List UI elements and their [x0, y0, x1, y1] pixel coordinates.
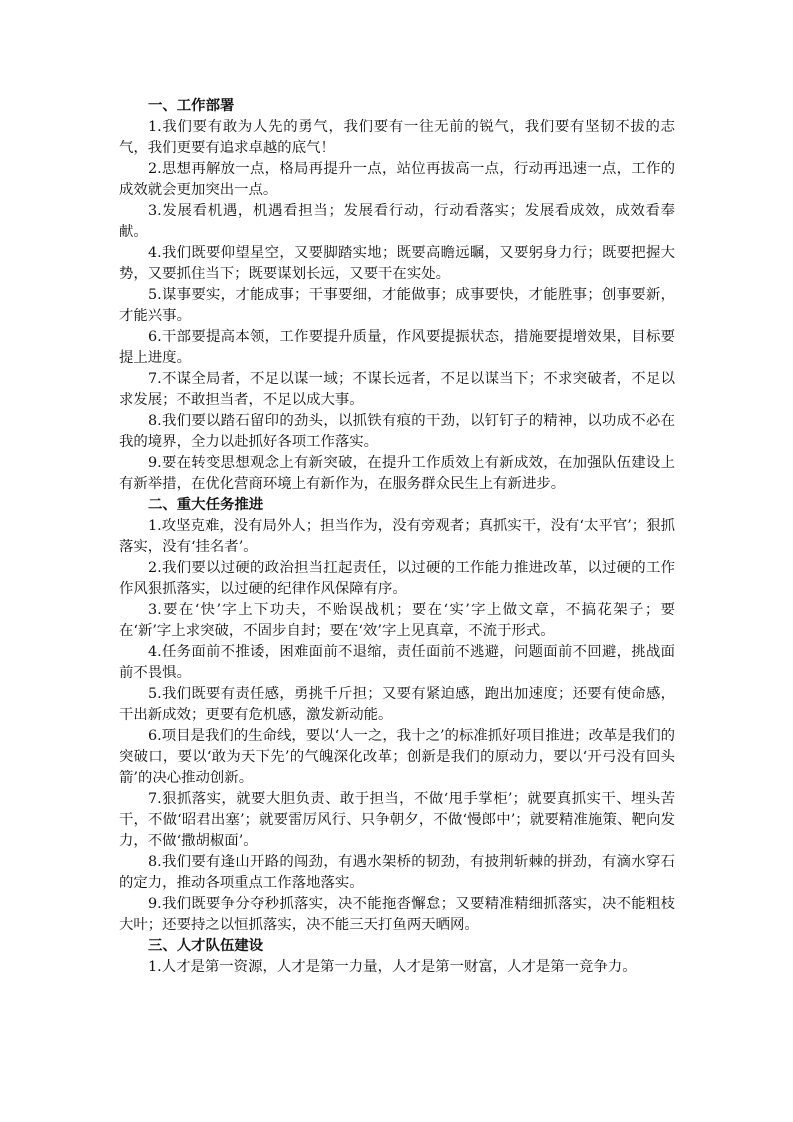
list-item: 1.人才是第一资源，人才是第一力量，人才是第一财富，人才是第一竞争力。 [148, 959, 637, 975]
list-item: 9.要在转变思想观念上有新突破，在提升工作质效上有新成效，在加强队伍建设上有新举措，在优化营商环境上有新作为，在服务群众民生上有新进步。 [119, 455, 675, 492]
list-item: 5.我们既要有责任感，勇挑千斤担；又要有紧迫感，跑出加速度；还要有使命感，干出新成效；更要有危机感，激发新动能。 [119, 686, 675, 723]
document-page [119, 96, 675, 978]
section-heading: 一、工作部署 [148, 98, 235, 114]
list-item: 6.干部要提高本领，工作要提升质量，作风要提振状态，措施要提增效果，目标要提上进度。 [119, 329, 675, 366]
list-item: 3.要在‘快’字上下功夫，不贻误战机；要在‘实’字上做文章，不搞花架子；要在‘新’字上求突破，不固步自封；要在‘效’字上见真章，不流于形式。 [119, 602, 675, 639]
list-item: 9.我们既要争分夺秒抓落实，决不能拖沓懈怠；又要精准精细抓落实，决不能粗枝大叶；还要持之以恒抓落实，决不能三天打鱼两天晒网。 [119, 896, 675, 933]
list-item: 6.项目是我们的生命线，要以‘人一之，我十之’的标准抓好项目推进；改革是我们的突破口，要以‘敢为天下先’的气魄深化改革；创新是我们的原动力，要以‘开弓没有回头箭’的决心推动创新。 [119, 728, 675, 786]
list-item: 2.思想再解放一点，格局再提升一点，站位再拔高一点，行动再迅速一点，工作的成效就会更加突出一点。 [119, 161, 675, 198]
list-item: 7.不谋全局者，不足以谋一域；不谋长远者，不足以谋当下；不求突破者，不足以求发展；不敢担当者，不足以成大事。 [119, 371, 675, 408]
list-item: 3.发展看机遇，机遇看担当；发展看行动，行动看落实；发展看成效，成效看奉献。 [119, 203, 675, 240]
section-major-tasks [119, 495, 675, 936]
list-item: 4.任务面前不推诿，困难面前不退缩，责任面前不逃避，问题面前不回避，挑战面前不畏惧。 [119, 644, 675, 681]
list-item: 7.狠抓落实，就要大胆负责、敢于担当，不做‘甩手掌柜’；就要真抓实干、埋头苦干，不做‘昭君出塞’；就要雷厉风行、只争朝夕，不做‘慢郎中’；就要精准施策、靶向发力，不做‘撒胡椒面’。 [119, 791, 675, 849]
section-talent-team [119, 936, 675, 978]
list-item: 8.我们要有逢山开路的闯劲，有遇水架桥的韧劲，有披荆斩棘的拼劲，有滴水穿石的定力，推动各项重点工作落地落实。 [119, 854, 675, 891]
section-heading: 二、重大任务推进 [148, 497, 264, 513]
section-work-deployment [119, 96, 675, 495]
list-item: 2.我们要以过硬的政治担当扛起责任，以过硬的工作能力推进改革，以过硬的工作作风狠抓落实，以过硬的纪律作风保障有序。 [119, 560, 675, 597]
list-item: 5.谋事要实，才能成事；干事要细，才能做事；成事要快，才能胜事；创事要新，才能兴事。 [119, 287, 675, 324]
list-item: 8.我们要以踏石留印的劲头，以抓铁有痕的干劲，以钉钉子的精神，以功成不必在我的境界，全力以赴抓好各项工作落实。 [119, 413, 675, 450]
list-item: 1.攻坚克难，没有局外人；担当作为，没有旁观者；真抓实干，没有‘太平官’；狠抓落实，没有‘挂名者’。 [119, 518, 675, 555]
section-heading: 三、人才队伍建设 [148, 938, 264, 954]
list-item: 4.我们既要仰望星空，又要脚踏实地；既要高瞻远瞩，又要躬身力行；既要把握大势，又要抓住当下；既要谋划长远，又要干在实处。 [119, 245, 675, 282]
list-item: 1.我们要有敢为人先的勇气，我们要有一往无前的锐气，我们要有坚韧不拔的志气，我们更要有追求卓越的底气！ [119, 119, 675, 156]
